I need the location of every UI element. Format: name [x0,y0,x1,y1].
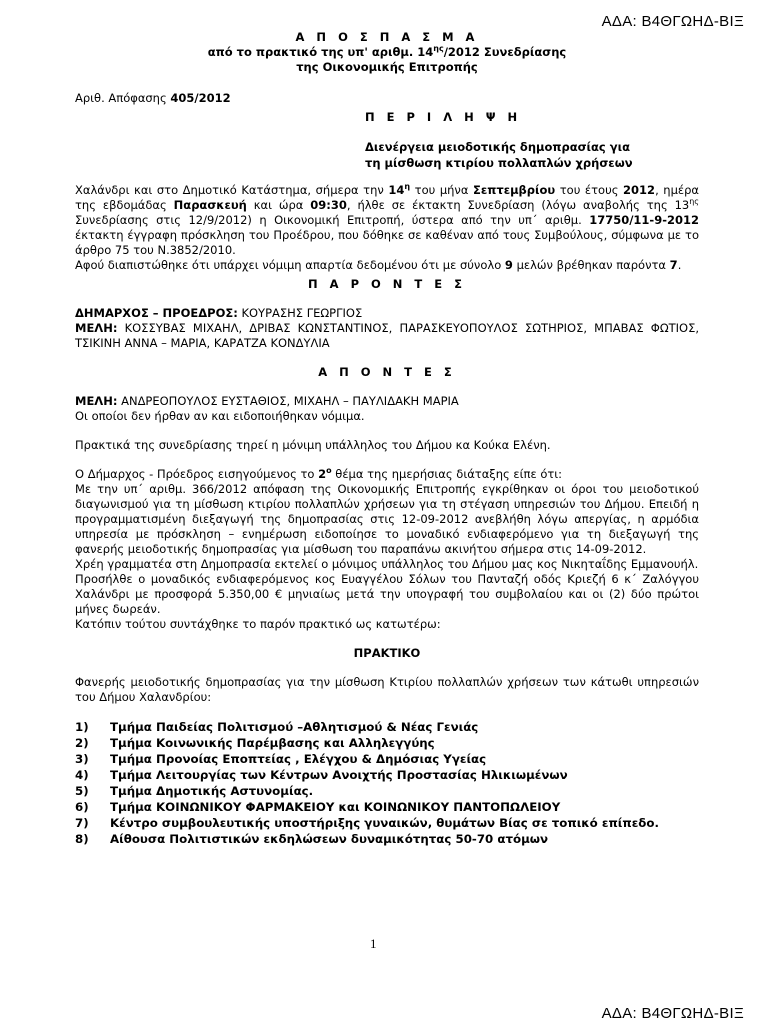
absent-note: Οι οποίοι δεν ήρθαν αν και ειδοποιήθηκαν νόμιμα. [75,409,365,423]
list-item: 4) Τμήμα Λειτουργίας των Κέντρων Ανοιχτής Προστασίας Ηλικιωμένων [75,768,568,782]
document-title: Α Π Ο Σ Π Α Σ Μ Α [295,30,479,44]
praktiko-text: Φανερής μειοδοτικής δημοπρασίας για την μίσθωση Κτιρίου πολλαπλών χρήσεων των κάτωθι υπηρεσιών του Δήμου Χαλανδρίου: [75,675,699,704]
summary-heading: Π Ε Ρ Ι Λ Η Ψ Η [365,110,522,124]
subject-line-2: τη μίσθωση κτιρίου πολλαπλών χρήσεων [365,156,633,170]
list-item: 8) Αίθουσα Πολιτιστικών εκδηλώσεων δυναμικότητας 50-70 ατόμων [75,832,549,846]
list-item: 1) Τμήμα Παιδείας Πολιτισμού –Αθλητισμού & Νέας Γενιάς [75,720,479,734]
ada-code-top: ΑΔΑ: Β4ΘΓΩΗΔ-ΒΙΞ [601,13,744,30]
offer-paragraph: Προσήλθε ο μοναδικός ενδιαφερόμενος κος Ευαγγέλου Σόλων του Πανταζή οδός Κριεζή 6 κ΄ Ζαλόγγου Χαλάνδρι με προσφορά 5.350,00 € μηνιαίως μετά την υπογραφή του συμβολαίου και οι (2) δύο πρώτοι μήνες δωρεάν. [75,572,699,616]
list-item: 7) Κέντρο συμβουλευτικής υποστήριξης γυναικών, θυμάτων Βίας σε τοπικό επίπεδο. [75,816,659,830]
minutes-keeper: Πρακτικά της συνεδρίασης τηρεί η μόνιμη υπάλληλος του Δήμου κα Κούκα Ελένη. [75,438,551,452]
quorum-paragraph: Αφού διαπιστώθηκε ότι υπάρχει νόμιμη απαρτία δεδομένου ότι με σύνολο 9 μελών βρέθηκαν παρόντα 7. [75,258,682,272]
decision-row [75,91,699,106]
document-page [75,30,699,847]
intro-paragraph: Χαλάνδρι και στο Δημοτικό Κατάστημα, σήμερα την $14^\eta$ του μήνα Σεπτεμβρίου του έτους 2012, ημέρα της εβδομάδας Παρασκευή και ώρα 09:30, ήλθε σε έκτακτη Συνεδρίαση (λόγω αναβολής της $13^{\eta\varsigma}$ Συνεδρίασης στις 12/9/2012) η Οικονομική Επιτροπή, ύστερα από την υπ΄ αριθμ. 17750/11-9-2012 έκτακτη έγγραφη πρόσκληση του Προέδρου, που δόθηκε σε καθέναν από τους Συμβούλους, σύμφωνα με το άρθρο 75 του Ν.3852/2010. [75,182,699,257]
decision-label: Αριθ. Απόφασης [75,91,171,105]
praktiko-heading: ΠΡΑΚΤΙΚΟ [353,646,421,660]
body-paragraph: Με την υπ΄ αριθμ. 366/2012 απόφαση της Οικονομικής Επιτροπής εγκρίθηκαν οι όροι του μειοδοτικού διαγωνισμού για τη μίσθωση κτιρίου πολλαπλών χρήσεων για τη στέγαση υπηρεσιών του Δήμου. Επειδή η προγραμματισμένη διεξαγωγή της δημοπρασίας στις 12-09-2012 ανεβλήθη λόγω απεργίας, η αρμόδια υπηρεσία με πρόσκληση – ενημέρωση ειδοποίησε το μοναδικό ενδιαφερόμενο για τη διεξαγωγή της φανερής μειοδοτικής δημοπρασίας για μίσθωση του παραπάνω ακινήτου σήμερα στις 14-09-2012. [75,482,699,556]
absent-heading: Α Π Ο Ν Τ Ε Σ [318,365,456,379]
members-absent: ΜΕΛΗ: ΑΝΔΡΕΟΠΟΥΛΟΣ ΕΥΣΤΑΘΙΟΣ, ΜΙΧΑΗΛ – ΠΑΥΛΙΔΑΚΗ ΜΑΡΙΑ [75,394,459,408]
members-present: ΜΕΛΗ: ΚΟΣΣΥΒΑΣ ΜΙΧΑΗΛ, ΔΡΙΒΑΣ ΚΩΝΣΤΑΝΤΙΝΟΣ, ΠΑΡΑΣΚΕΥΟΠΟΥΛΟΣ ΣΩΤΗΡΙΟΣ, ΜΠΑΒΑΣ ΦΩΤΙΟΣ, ΤΣΙΚΙΝΗ ΑΝΝΑ – ΜΑΡΙΑ, ΚΑΡΑΤΖΑ ΚΟΝΔΥΛΙΑ [75,321,699,350]
list-item: 6) Τμήμα ΚΟΙΝΩΝΙΚΟΥ ΦΑΡΜΑΚΕΙΟΥ και ΚΟΙΝΩΝΙΚΟΥ ΠΑΝΤΟΠΩΛΕΙΟΥ [75,800,561,814]
list-item: 2) Τμήμα Κοινωνικής Παρέμβασης και Αλληλεγγύης [75,736,435,750]
committee-line: της Οικονομικής Επιτροπής [296,60,478,74]
secretary-paragraph: Χρέη γραμματέα στη Δημοπρασία εκτελεί ο μόνιμος υπάλληλος του Δήμου μας κος Νικηταΐδης Εμμανουήλ. [75,557,699,571]
decision-number: 405/2012 [170,91,231,105]
list-item: 3) Τμήμα Προνοίας Εποπτείας , Ελέγχου & Δημόσιας Υγείας [75,752,487,766]
ada-code-bottom: ΑΔΑ: Β4ΘΓΩΗΔ-ΒΙΞ [601,1005,744,1022]
mayor-line: ΔΗΜΑΡΧΟΣ – ΠΡΟΕΔΡΟΣ: ΚΟΥΡΑΣΗΣ ΓΕΩΡΓΙΟΣ [75,306,363,320]
list-item: 5) Τμήμα Δημοτικής Αστυνομίας. [75,784,314,798]
page-number: 1 [370,936,377,951]
rapporteur-line: Ο Δήμαρχος - Πρόεδρος εισηγούμενος το $2^o$ θέμα της ημερήσιας διάταξης είπε ότι: [75,466,563,481]
meeting-line: από το πρακτικό της υπ' αριθμ. $14^{\eta\varsigma}/2012$ Συνεδρίασης [207,44,567,59]
then-line: Κατόπιν τούτου συντάχθηκε το παρόν πρακτικό ως κατωτέρω: [75,617,441,631]
subject-line-1: Διενέργεια μειοδοτικής δημοπρασίας για [365,140,630,154]
present-heading: Π Α Ρ Ο Ν Τ Ε Σ [308,277,466,291]
services-list [75,719,699,847]
